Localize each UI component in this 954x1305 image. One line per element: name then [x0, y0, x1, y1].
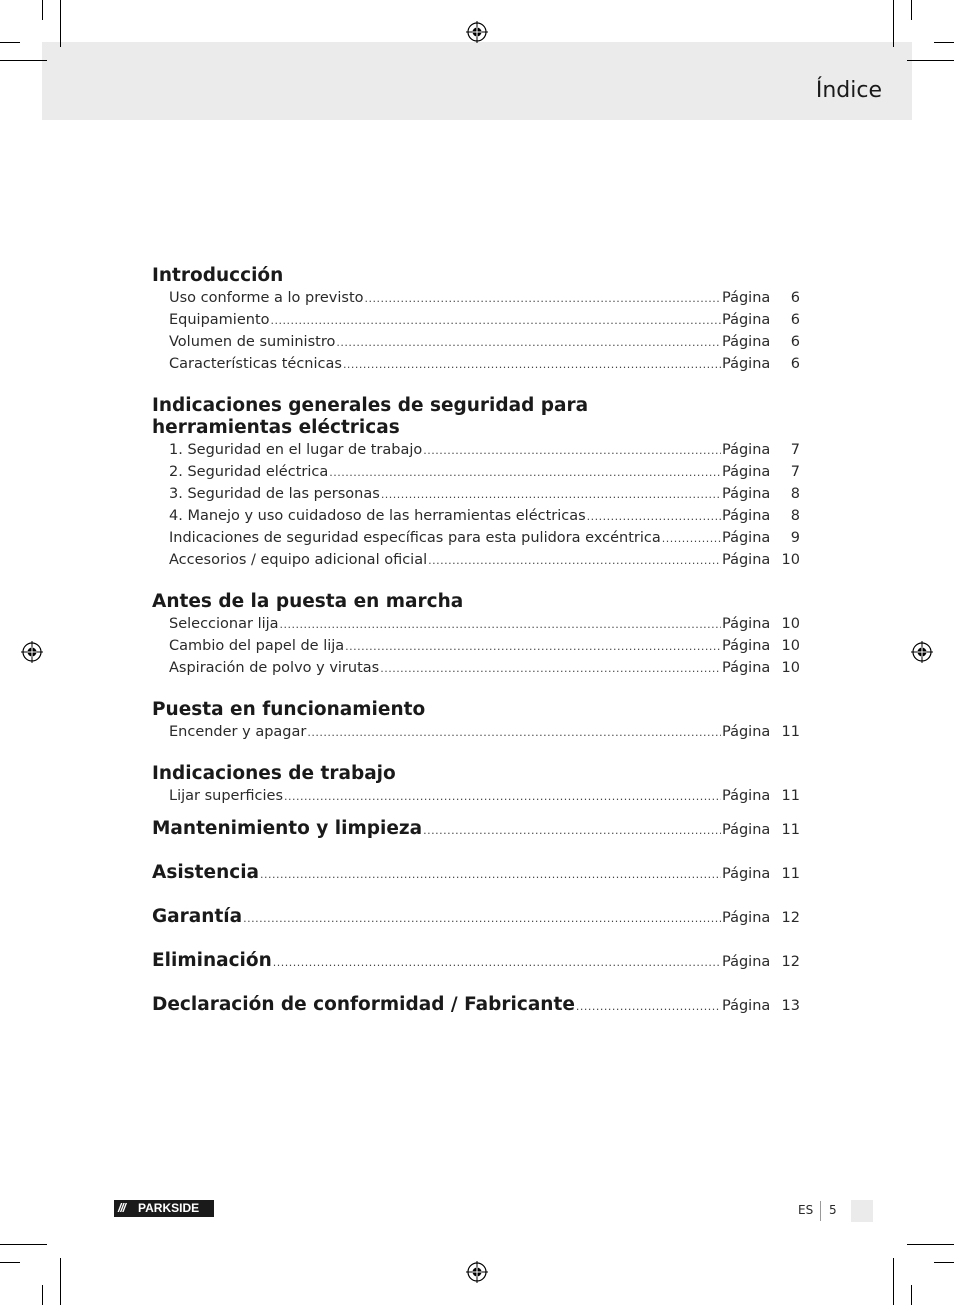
toc-entry[interactable]: [152, 483, 800, 505]
page-number: 13: [781, 998, 800, 1014]
page-word: Página: [722, 312, 771, 328]
page-word: Página: [722, 552, 771, 568]
toc-entry[interactable]: [152, 353, 800, 375]
language-code: ES: [798, 1203, 814, 1217]
crop-mark-icon: [0, 1262, 20, 1263]
leader-dots: [271, 309, 722, 332]
registration-mark-icon: [21, 641, 43, 663]
page-number: 7: [790, 442, 800, 458]
toc-entry[interactable]: [152, 505, 800, 527]
leader-dots: [380, 657, 721, 680]
crop-mark-icon: [42, 1285, 43, 1305]
page-title: Índice: [815, 78, 882, 103]
leader-dots: [587, 505, 721, 528]
logo-text: PARKSIDE: [138, 1201, 200, 1215]
logo-stripes: ///: [118, 1201, 126, 1215]
page-word: Página: [722, 508, 771, 524]
page-word: Página: [722, 660, 771, 676]
entry-label: Volumen de suministro: [169, 334, 336, 350]
page-word: Página: [722, 486, 771, 502]
entry-label: Equipamiento: [169, 312, 270, 328]
toc-section: [152, 265, 800, 375]
toc-entry[interactable]: [152, 613, 800, 635]
entry-label: Accesorios / equipo adicional oficial: [169, 552, 428, 568]
page-number: 11: [781, 724, 800, 740]
page-number: 5: [829, 1203, 837, 1217]
entry-label: Aspiración de polvo y virutas: [169, 660, 380, 676]
crop-mark-icon: [60, 0, 61, 47]
page-word: Página: [722, 616, 771, 632]
section-heading[interactable]: Indicaciones de trabajo: [152, 763, 396, 784]
page-number: 12: [781, 954, 800, 970]
section-heading[interactable]: Antes de la puesta en marcha: [152, 591, 464, 612]
entry-label: 4. Manejo y uso cuidadoso de las herramientas eléctricas: [169, 508, 586, 524]
leader-dots: [260, 851, 721, 897]
leader-dots: [365, 287, 721, 310]
entry-label: 1. Seguridad en el lugar de trabajo: [169, 442, 423, 458]
leader-dots: [329, 461, 721, 484]
toc-entry[interactable]: [152, 309, 800, 331]
section-heading[interactable]: Indicaciones generales de seguridad para: [152, 395, 589, 416]
page-number: 6: [790, 290, 800, 306]
crop-mark-icon: [911, 1285, 912, 1305]
page-word: Página: [722, 954, 771, 970]
entry-label: Seleccionar lija: [169, 616, 279, 632]
page-word: Página: [722, 530, 771, 546]
toc-entry[interactable]: [152, 439, 800, 461]
crop-mark-icon: [893, 0, 894, 47]
page-number: 11: [781, 822, 800, 838]
page-word: Página: [722, 788, 771, 804]
section-heading[interactable]: Puesta en funcionamiento: [152, 699, 426, 720]
crop-mark-icon: [893, 1258, 894, 1305]
crop-mark-icon: [0, 1244, 47, 1245]
section-heading[interactable]: Introducción: [152, 265, 284, 286]
section-heading[interactable]: herramientas eléctricas: [152, 417, 400, 438]
page-number: 8: [790, 486, 800, 502]
leader-dots: [345, 635, 721, 658]
toc-entry[interactable]: [152, 635, 800, 657]
crop-mark-icon: [934, 42, 954, 43]
section-heading: Garantía: [152, 906, 243, 927]
toc-entry[interactable]: [152, 785, 800, 807]
page-number: 6: [790, 312, 800, 328]
toc-section: [152, 763, 800, 807]
entry-label: Lijar superficies: [169, 788, 284, 804]
page-number: 10: [781, 638, 800, 654]
crop-mark-icon: [911, 0, 912, 20]
toc-entry[interactable]: [152, 939, 800, 983]
leader-dots: [336, 331, 721, 354]
toc-section: [152, 699, 800, 743]
toc-entry[interactable]: [152, 331, 800, 353]
toc-entry[interactable]: [152, 983, 800, 1027]
entry-label: 2. Seguridad eléctrica: [169, 464, 329, 480]
section-heading: Asistencia: [152, 862, 260, 883]
page-number: 7: [790, 464, 800, 480]
page-word: Página: [722, 998, 771, 1014]
toc-entry[interactable]: [152, 657, 800, 679]
parkside-logo: [114, 1200, 214, 1217]
leader-dots: [662, 527, 721, 550]
toc-entry[interactable]: [152, 807, 800, 851]
leader-dots: [307, 721, 721, 744]
page-word: Página: [722, 442, 771, 458]
page-number: 10: [781, 660, 800, 676]
crop-mark-icon: [907, 60, 954, 61]
page-number: 6: [790, 334, 800, 350]
crop-mark-icon: [0, 60, 47, 61]
page-number: 6: [790, 356, 800, 372]
page-word: Página: [722, 464, 771, 480]
toc-entry[interactable]: [152, 461, 800, 483]
toc-entry[interactable]: [152, 527, 800, 549]
toc-entry[interactable]: [152, 549, 800, 571]
crop-mark-icon: [0, 42, 20, 43]
leader-dots: [428, 549, 721, 572]
footer-divider: [820, 1201, 821, 1221]
leader-dots: [576, 983, 721, 1029]
crop-mark-icon: [60, 1258, 61, 1305]
entry-label: Uso conforme a lo previsto: [169, 290, 364, 306]
toc-entry[interactable]: [152, 851, 800, 895]
header-band: [42, 42, 912, 120]
page-word: Página: [722, 356, 771, 372]
leader-dots: [423, 807, 721, 853]
page-number: 9: [790, 530, 800, 546]
leader-dots: [343, 353, 721, 376]
table-of-contents: [152, 265, 800, 1027]
page-number: 10: [781, 616, 800, 632]
page-number: 10: [781, 552, 800, 568]
registration-mark-icon: [911, 641, 933, 663]
registration-mark-icon: [466, 21, 488, 43]
entry-label: Indicaciones de seguridad específicas para esta pulidora excéntrica: [169, 530, 661, 546]
entry-label: 3. Seguridad de las personas: [169, 486, 380, 502]
toc-entry[interactable]: [152, 287, 800, 309]
page-word: Página: [722, 910, 771, 926]
leader-dots: [273, 939, 721, 985]
leader-dots: [280, 613, 721, 636]
toc-section: [152, 591, 800, 679]
entry-label: Encender y apagar: [169, 724, 307, 740]
registration-mark-icon: [466, 1261, 488, 1283]
entry-label: Características técnicas: [169, 356, 342, 372]
toc-section: [152, 395, 800, 571]
page-word: Página: [722, 334, 771, 350]
page-word: Página: [722, 638, 771, 654]
page-word: Página: [722, 866, 771, 882]
page-word: Página: [722, 822, 771, 838]
leader-dots: [243, 895, 721, 941]
leader-dots: [284, 785, 721, 808]
page-number: 12: [781, 910, 800, 926]
crop-mark-icon: [934, 1262, 954, 1263]
page-number: 11: [781, 788, 800, 804]
page-number: 11: [781, 866, 800, 882]
footer-tab: [851, 1200, 873, 1222]
page-word: Página: [722, 724, 771, 740]
section-heading: Declaración de conformidad / Fabricante: [152, 994, 575, 1015]
toc-entry[interactable]: [152, 721, 800, 743]
page-word: Página: [722, 290, 771, 306]
leader-dots: [381, 483, 721, 506]
leader-dots: [423, 439, 721, 462]
entry-label: Cambio del papel de lija: [169, 638, 345, 654]
toc-entry[interactable]: [152, 895, 800, 939]
section-heading: Mantenimiento y limpieza: [152, 818, 423, 839]
crop-mark-icon: [907, 1244, 954, 1245]
page-number: 8: [790, 508, 800, 524]
section-heading: Eliminación: [152, 950, 272, 971]
crop-mark-icon: [42, 0, 43, 20]
